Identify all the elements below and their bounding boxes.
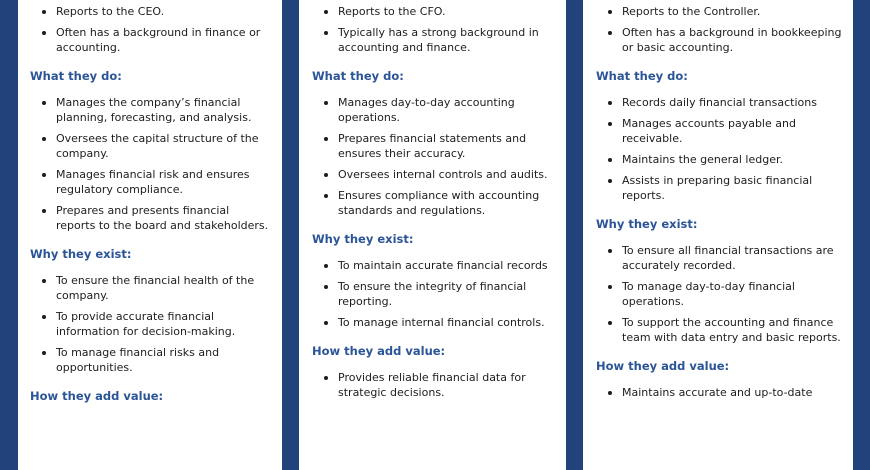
list-item: Reports to the Controller. [596, 4, 843, 19]
list-item: Often has a background in bookkeeping or basic accounting. [596, 25, 843, 55]
what-heading: What they do: [30, 69, 122, 83]
why-heading: Why they exist: [30, 247, 132, 261]
what-list [30, 95, 272, 233]
list-item: Maintains the general ledger. [596, 152, 843, 167]
list-item: Reports to the CFO. [312, 4, 556, 19]
what-list [312, 95, 556, 218]
why-list [596, 243, 843, 345]
column-content [299, 4, 566, 400]
accountant-column [583, 0, 853, 470]
list-item: Manages financial risk and ensures regulatory compliance. [30, 167, 272, 197]
column-content [18, 4, 282, 404]
value-list [596, 385, 843, 400]
list-item: Records daily financial transactions [596, 95, 843, 110]
list-item: To ensure all financial transactions are accurately recorded. [596, 243, 843, 273]
column-content [583, 4, 853, 400]
list-item: Prepares and presents financial reports to the board and stakeholders. [30, 203, 272, 233]
why-heading: Why they exist: [596, 217, 698, 231]
what-heading: What they do: [312, 69, 404, 83]
list-item: To support the accounting and finance team with data entry and basic reports. [596, 315, 843, 345]
who-list [596, 4, 843, 55]
list-item: Prepares financial statements and ensures their accuracy. [312, 131, 556, 161]
value-heading: How they add value: [30, 389, 164, 403]
list-item: Provides reliable financial data for strategic decisions. [312, 370, 556, 400]
list-item: To ensure the integrity of financial reporting. [312, 279, 556, 309]
controller-column [299, 0, 566, 470]
list-item: Ensures compliance with accounting standards and regulations. [312, 188, 556, 218]
list-item: Typically has a strong background in accounting and finance. [312, 25, 556, 55]
why-heading: Why they exist: [312, 232, 414, 246]
list-item: Oversees the capital structure of the company. [30, 131, 272, 161]
list-item: Often has a background in finance or accounting. [30, 25, 272, 55]
cfo-column [18, 0, 282, 470]
list-item: To manage internal financial controls. [312, 315, 556, 330]
value-heading: How they add value: [596, 359, 730, 373]
why-list [30, 273, 272, 375]
value-heading: How they add value: [312, 344, 446, 358]
list-item: To provide accurate financial information for decision-making. [30, 309, 272, 339]
list-item: To ensure the financial health of the company. [30, 273, 272, 303]
list-item: To manage financial risks and opportunities. [30, 345, 272, 375]
list-item: Assists in preparing basic financial reports. [596, 173, 843, 203]
list-item: Oversees internal controls and audits. [312, 167, 556, 182]
list-item: To manage day-to-day financial operations. [596, 279, 843, 309]
list-item: Reports to the CEO. [30, 4, 272, 19]
value-list [312, 370, 556, 400]
list-item: Manages accounts payable and receivable. [596, 116, 843, 146]
what-heading: What they do: [596, 69, 688, 83]
list-item: To maintain accurate financial records [312, 258, 556, 273]
what-list [596, 95, 843, 203]
who-list [312, 4, 556, 55]
list-item: Maintains accurate and up-to-date [596, 385, 843, 400]
list-item: Manages the company’s financial planning, forecasting, and analysis. [30, 95, 272, 125]
list-item: Manages day-to-day accounting operations. [312, 95, 556, 125]
why-list [312, 258, 556, 330]
who-list [30, 4, 272, 55]
